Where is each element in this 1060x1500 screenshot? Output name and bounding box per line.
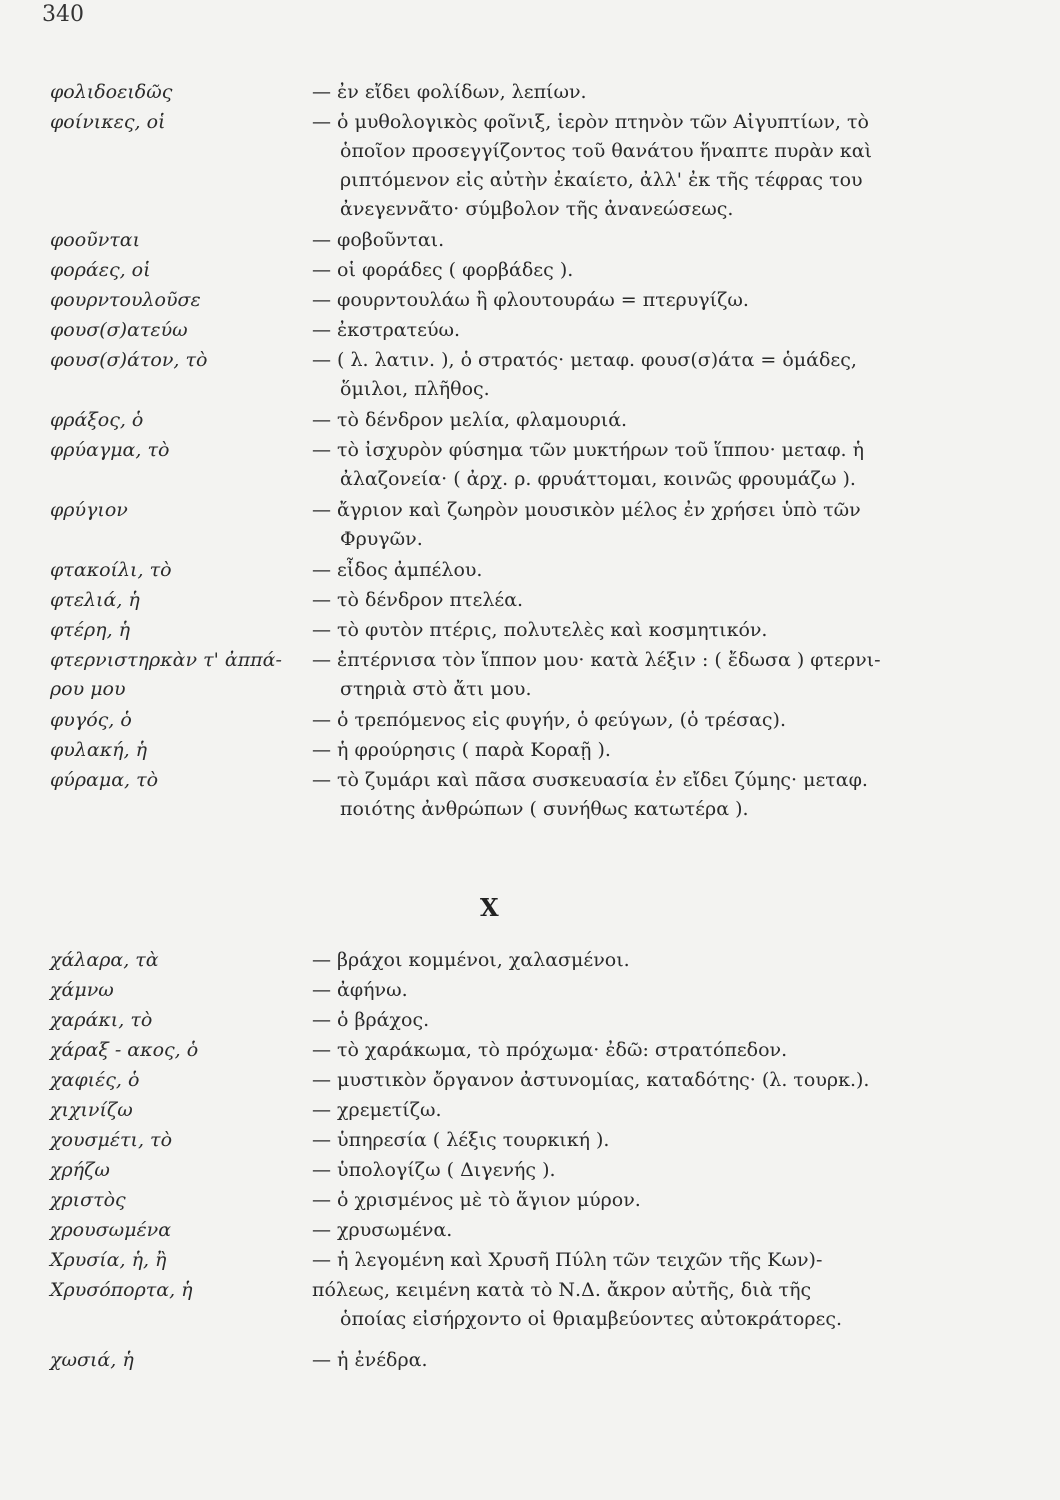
entry-term-line: φτακοίλι, τὸ: [50, 559, 172, 581]
entry-term-line: φυγός, ὁ: [50, 709, 132, 731]
entry-term-line: φτέρη, ἡ: [50, 619, 131, 641]
entry-term-line: φουσ(σ)άτον, τὸ: [50, 349, 208, 371]
entry-definition-line: ποιότης ἀνθρώπων ( συνήθως κατωτέρα ).: [340, 798, 749, 820]
entry-term: [50, 1156, 320, 1185]
entry-definition-line: ὁποῖον προσεγγίζοντος τοῦ θανάτου ἥναπτε πυρὰν καὶ: [340, 140, 872, 162]
entry-definition-line: — βράχοι κομμένοι, χαλασμένοι.: [312, 949, 630, 971]
entry-term-line: φουσ(σ)ατεύω: [50, 319, 188, 341]
entry-term: [50, 316, 320, 345]
entry-definition: [312, 976, 952, 1005]
entry-term-line: φτερνιστηρκὰν τ' ἀππά-: [50, 649, 282, 671]
entry-term-line: χάραξ - ακος, ὁ: [50, 1039, 199, 1061]
entry-term-line: χάμνω: [50, 979, 114, 1001]
entry-term-line: χριστὸς: [50, 1189, 126, 1211]
entry-term: [50, 1096, 320, 1125]
entry-term-line: φυλακή, ἡ: [50, 739, 148, 761]
entry-definition: [312, 496, 952, 554]
entry-term-line: χάλαρα, τὰ: [50, 949, 159, 971]
entry-definition: [312, 1346, 952, 1375]
entry-definition: [312, 316, 952, 345]
entry-definition: [312, 1216, 952, 1245]
entry-term: [50, 556, 320, 585]
entry-definition-line: — τὸ δένδρον πτελέα.: [312, 589, 524, 611]
entry-term-line: χρουσωμένα: [50, 1219, 172, 1241]
entry-term: [50, 226, 320, 255]
entry-definition-line: — ἡ ἐνέδρα.: [312, 1349, 428, 1371]
entry-term: [50, 286, 320, 315]
entry-definition-line: — ἐπτέρνισα τὸν ἵππον μου· κατὰ λέξιν : ( ἔδωσα ) φτερνι-: [312, 649, 881, 671]
entry-term: [50, 586, 320, 615]
entry-term-line: Χρυσόπορτα, ἡ: [50, 1279, 193, 1301]
entry-definition-line: — φοβοῦνται.: [312, 229, 445, 251]
entry-term-line: φύραμα, τὸ: [50, 769, 159, 791]
entry-definition-line: — χρυσωμένα.: [312, 1219, 453, 1241]
entry-term-line: φοράες, οἱ: [50, 259, 151, 281]
entry-term-line: φουρντουλοῦσε: [50, 289, 201, 311]
entry-definition-line: Φρυγῶν.: [340, 528, 423, 550]
entry-term-line: φολιδοειδῶς: [50, 81, 173, 103]
entry-term-line: χιχινίζω: [50, 1099, 133, 1121]
entry-definition-line: — μυστικὸν ὄργανον ἀστυνομίας, καταδότης· (λ. τουρκ.).: [312, 1069, 870, 1091]
entry-definition: [312, 1066, 952, 1095]
entry-definition-line: — ὁ χρισμένος μὲ τὸ ἅγιον μύρον.: [312, 1189, 641, 1211]
entry-definition-line: — ἐκστρατεύω.: [312, 319, 461, 341]
entry-term: [50, 436, 320, 465]
entry-term: [50, 1346, 320, 1375]
entry-definition-line: — οἱ φοράδες ( φορβάδες ).: [312, 259, 574, 281]
entry-term-line: ρου μου: [50, 678, 126, 700]
entry-definition-line: — ὁ τρεπόμενος εἰς φυγήν, ὁ φεύγων, (ὁ τρέσας).: [312, 709, 786, 731]
entry-term-line: φρύαγμα, τὸ: [50, 439, 170, 461]
entry-definition: [312, 1126, 952, 1155]
entry-definition-line: ἀλαζονεία· ( ἀρχ. ρ. φρυάττομαι, κοινῶς φρουμάζω ).: [340, 468, 856, 490]
entry-term-line: χαράκι, τὸ: [50, 1009, 153, 1031]
entry-definition-line: ἀνεγεννᾶτο· σύμβολον τῆς ἀνανεώσεως.: [340, 198, 734, 220]
section-letter: Χ: [480, 893, 499, 922]
entry-definition-line: — ἡ φρούρησις ( παρὰ Κοραῇ ).: [312, 739, 611, 761]
entry-definition: [312, 346, 952, 404]
entry-term-line: φρύγιον: [50, 499, 128, 521]
entry-definition-line: πόλεως, κειμένη κατὰ τὸ Ν.Δ. ἄκρον αὐτῆς, διὰ τῆς: [312, 1279, 812, 1301]
entry-definition-line: ὅμιλοι, πλῆθος.: [340, 378, 490, 400]
entry-definition-line: — ἀφήνω.: [312, 979, 408, 1001]
entry-term: [50, 646, 320, 704]
entry-definition-line: — ὑπηρεσία ( λέξις τουρκική ).: [312, 1129, 610, 1151]
entry-definition: [312, 736, 952, 765]
entry-term: [50, 496, 320, 525]
entry-definition-line: — ἡ λεγομένη καὶ Χρυσῆ Πύλη τῶν τειχῶν τῆς Κων)-: [312, 1249, 823, 1271]
entry-definition-line: — εἶδος ἀμπέλου.: [312, 559, 483, 581]
entry-definition-line: ὁποίας εἰσήρχοντο οἱ θριαμβεύοντες αὐτοκράτορες.: [340, 1308, 843, 1330]
entry-definition: [312, 226, 952, 255]
entry-definition-line: — φουρντουλάω ἢ φλουτουράω = πτερυγίζω.: [312, 289, 749, 311]
entry-term: [50, 616, 320, 645]
entry-definition: [312, 766, 952, 824]
entry-definition-line: — ὁ μυθολογικὸς φοῖνιξ, ἱερὸν πτηνὸν τῶν Αἰγυπτίων, τὸ: [312, 111, 869, 133]
entry-term: [50, 736, 320, 765]
entry-term: [50, 976, 320, 1005]
entry-definition: [312, 108, 952, 224]
entry-term-line: φράξος, ὁ: [50, 409, 144, 431]
entry-term: [50, 1066, 320, 1095]
entry-term: [50, 1186, 320, 1215]
entry-term-line: χρήζω: [50, 1159, 110, 1181]
entry-definition-line: ριπτόμενον εἰς αὐτὴν ἐκαίετο, ἀλλ' ἐκ τῆς τέφρας του: [340, 169, 863, 191]
entry-definition-line: — ὁ βράχος.: [312, 1009, 430, 1031]
entry-definition: [312, 1186, 952, 1215]
entry-definition: [312, 646, 952, 704]
entry-term: [50, 108, 320, 137]
page-number: 340: [42, 2, 84, 27]
entry-term: [50, 1036, 320, 1065]
entry-definition: [312, 1276, 952, 1334]
entry-definition-line: — χρεμετίζω.: [312, 1099, 442, 1121]
entry-definition-line: — τὸ χαράκωμα, τὸ πρόχωμα· ἐδῶ: στρατόπεδον.: [312, 1039, 788, 1061]
entry-term-line: χουσμέτι, τὸ: [50, 1129, 173, 1151]
entry-definition: [312, 78, 952, 107]
entry-definition: [312, 706, 952, 735]
entry-definition-line: — τὸ φυτὸν πτέρις, πολυτελὲς καὶ κοσμητικόν.: [312, 619, 768, 641]
entry-term: [50, 1246, 320, 1275]
entry-definition: [312, 406, 952, 435]
entry-term-line: φοίνικες, οἱ: [50, 111, 166, 133]
entry-term: [50, 256, 320, 285]
entry-term-line: Χρυσία, ἡ, ἢ: [50, 1249, 167, 1271]
entry-definition: [312, 1246, 952, 1275]
entry-definition: [312, 556, 952, 585]
entry-term-line: χαφιές, ὁ: [50, 1069, 140, 1091]
entry-term: [50, 1216, 320, 1245]
entry-definition: [312, 1096, 952, 1125]
entry-definition: [312, 1156, 952, 1185]
entry-definition: [312, 256, 952, 285]
entry-definition: [312, 616, 952, 645]
entry-definition-line: — τὸ δένδρον μελία, φλαμουριά.: [312, 409, 628, 431]
entry-definition-line: — ( λ. λατιν. ), ὁ στρατός· μεταφ. φουσ(σ)άτα = ὁμάδες,: [312, 349, 857, 371]
entry-term: [50, 1276, 320, 1305]
entry-term: [50, 1126, 320, 1155]
entry-term: [50, 946, 320, 975]
entry-definition: [312, 1036, 952, 1065]
entry-definition-line: — ἐν εἴδει φολίδων, λεπίων.: [312, 81, 587, 103]
entry-term: [50, 766, 320, 795]
entry-definition: [312, 1006, 952, 1035]
entry-definition: [312, 286, 952, 315]
entry-term: [50, 1006, 320, 1035]
entry-definition-line: στηριὰ στὸ ἄτι μου.: [340, 678, 532, 700]
entry-term-line: φοοῦνται: [50, 229, 141, 251]
entry-definition-line: — ὑπολογίζω ( Διγενής ).: [312, 1159, 556, 1181]
entry-term: [50, 406, 320, 435]
entry-term: [50, 78, 320, 107]
entry-term-line: φτελιά, ἡ: [50, 589, 140, 611]
entry-term-line: χωσιά, ἡ: [50, 1349, 134, 1371]
entry-definition: [312, 586, 952, 615]
entry-definition-line: — τὸ ζυμάρι καὶ πᾶσα συσκευασία ἐν εἴδει ζύμης· μεταφ.: [312, 769, 868, 791]
entry-definition-line: — ἄγριον καὶ ζωηρὸν μουσικὸν μέλος ἐν χρήσει ὑπὸ τῶν: [312, 499, 861, 521]
entry-term: [50, 706, 320, 735]
entry-definition: [312, 946, 952, 975]
entry-definition: [312, 436, 952, 494]
entry-definition-line: — τὸ ἰσχυρὸν φύσημα τῶν μυκτήρων τοῦ ἵππου· μεταφ. ἡ: [312, 439, 864, 461]
entry-term: [50, 346, 320, 375]
